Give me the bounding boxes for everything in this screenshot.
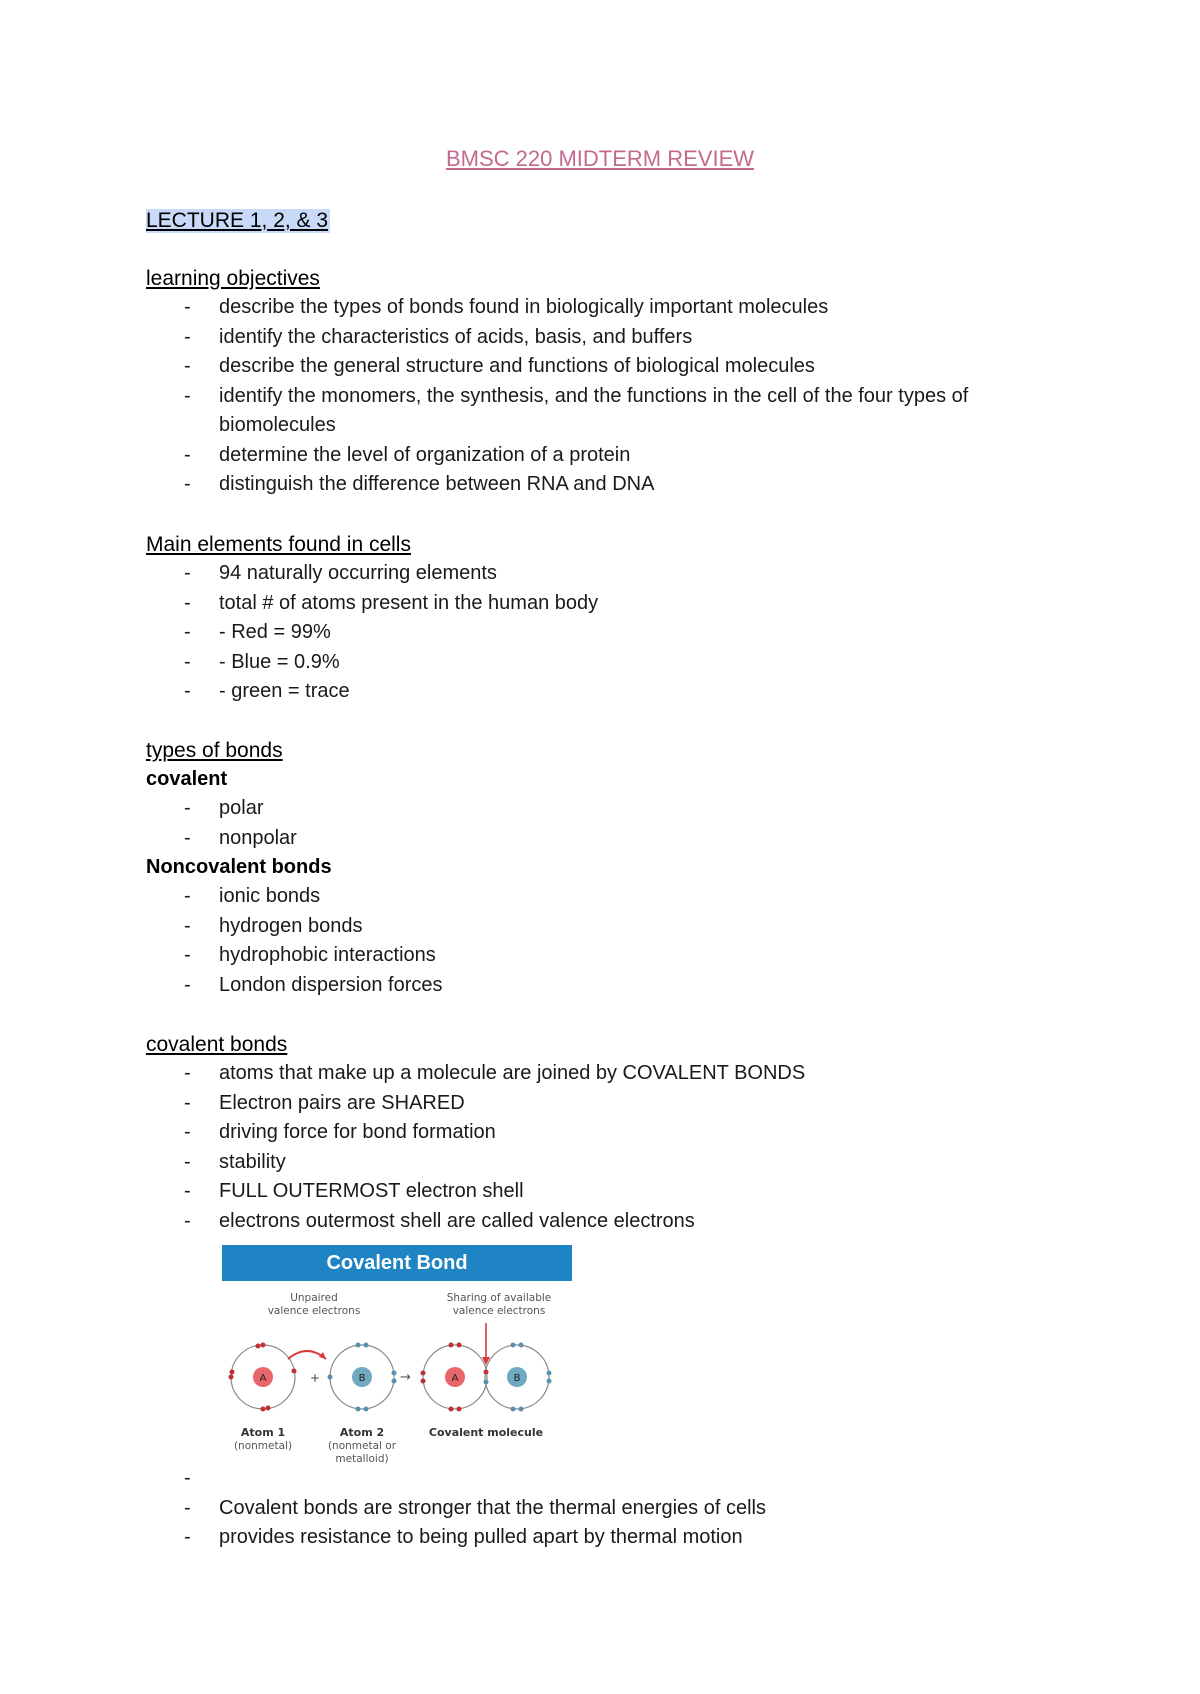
list-item: - - Red = 99% <box>146 618 1086 648</box>
list-item: - - Blue = 0.9% <box>146 648 1086 678</box>
list-item: - nonpolar <box>146 824 1086 854</box>
list-item: - identify the characteristics of acids, basis, and buffers <box>146 323 1086 353</box>
list-item: - total # of atoms present in the human body <box>146 589 1086 619</box>
list-item: - electrons outermost shell are called valence electrons <box>146 1207 1086 1237</box>
list-item: - London dispersion forces <box>146 971 1086 1001</box>
plus-sign: + <box>310 1371 321 1385</box>
atom-1-diagram <box>229 1343 297 1412</box>
covalent-molecule-diagram <box>421 1323 552 1412</box>
noncovalent-label: Noncovalent bonds <box>146 856 332 878</box>
atom-2-sublabel-1: (nonmetal or <box>327 1440 397 1452</box>
covalent-label: covalent <box>146 768 228 790</box>
atom-b-label: B <box>358 1373 366 1384</box>
list-item: - - green = trace <box>146 677 1086 707</box>
list-item: - atoms that make up a molecule are joined by COVALENT BONDS <box>146 1059 1086 1089</box>
list-item: - hydrogen bonds <box>146 912 1086 942</box>
atom-1-sublabel: (nonmetal) <box>233 1440 293 1452</box>
covalent-bond-diagram <box>222 1281 572 1470</box>
figure-title: Covalent Bond <box>222 1245 572 1281</box>
atom-a-label: A <box>259 1373 267 1384</box>
atom-a-label: A <box>451 1373 459 1384</box>
main-elements-section <box>146 530 1086 707</box>
covalent-bonds-list <box>146 1059 1086 1236</box>
covalent-list <box>146 794 1086 853</box>
section-heading: types of bonds <box>146 739 283 762</box>
covalent-bonds-section <box>146 1030 1086 1236</box>
list-item: - polar <box>146 794 1086 824</box>
lecture-heading: LECTURE 1, 2, & 3 <box>146 209 329 232</box>
sharing-label-line2: valence electrons <box>452 1305 546 1317</box>
atom-1-label: Atom 1 <box>240 1426 286 1439</box>
unpaired-label-line2: valence electrons <box>267 1305 361 1317</box>
list-item <box>146 1464 1086 1494</box>
section-heading: Main elements found in cells <box>146 533 411 556</box>
learning-objectives-section <box>146 264 1086 500</box>
list-item: - determine the level of organization of a protein <box>146 441 1086 471</box>
atom-2-sublabel-2: metalloid) <box>335 1453 389 1465</box>
objectives-list <box>146 293 1086 500</box>
atom-b-label: B <box>513 1373 521 1384</box>
section-heading: learning objectives <box>146 267 320 290</box>
sharing-label-line1: Sharing of available <box>446 1292 552 1304</box>
list-item: - ionic bonds <box>146 882 1086 912</box>
covalent-bonds-continued <box>146 1464 1086 1553</box>
page-title: BMSC 220 MIDTERM REVIEW <box>445 146 755 171</box>
section-heading: covalent bonds <box>146 1033 288 1056</box>
transfer-arrow <box>288 1351 326 1359</box>
list-item: - stability <box>146 1148 1086 1178</box>
list-item: - hydrophobic interactions <box>146 941 1086 971</box>
list-item: - describe the types of bonds found in biologically important molecules <box>146 293 1086 323</box>
covalent-bonds-list-continued <box>146 1464 1086 1553</box>
list-item: - Electron pairs are SHARED <box>146 1089 1086 1119</box>
list-item: - distinguish the difference between RNA and DNA <box>146 470 1086 500</box>
types-of-bonds-section <box>146 736 1086 1000</box>
list-item: - driving force for bond formation <box>146 1118 1086 1148</box>
noncovalent-list <box>146 882 1086 1000</box>
unpaired-label-line1: Unpaired <box>290 1292 338 1304</box>
list-item: - 94 naturally occurring elements <box>146 559 1086 589</box>
list-item: - FULL OUTERMOST electron shell <box>146 1177 1086 1207</box>
list-item: - describe the general structure and functions of biological molecules <box>146 352 1086 382</box>
covalent-molecule-label: Covalent molecule <box>428 1426 544 1439</box>
elements-list <box>146 559 1086 707</box>
reaction-arrow: → <box>400 1370 411 1385</box>
covalent-bond-figure <box>222 1245 572 1470</box>
list-item: - provides resistance to being pulled apart by thermal motion <box>146 1523 1086 1553</box>
list-item: - identify the monomers, the synthesis, and the functions in the cell of the four types of biomolecules <box>146 382 1009 441</box>
list-item: - Covalent bonds are stronger that the thermal energies of cells <box>146 1494 1086 1524</box>
atom-2-diagram <box>328 1343 397 1412</box>
atom-2-label: Atom 2 <box>339 1426 385 1439</box>
